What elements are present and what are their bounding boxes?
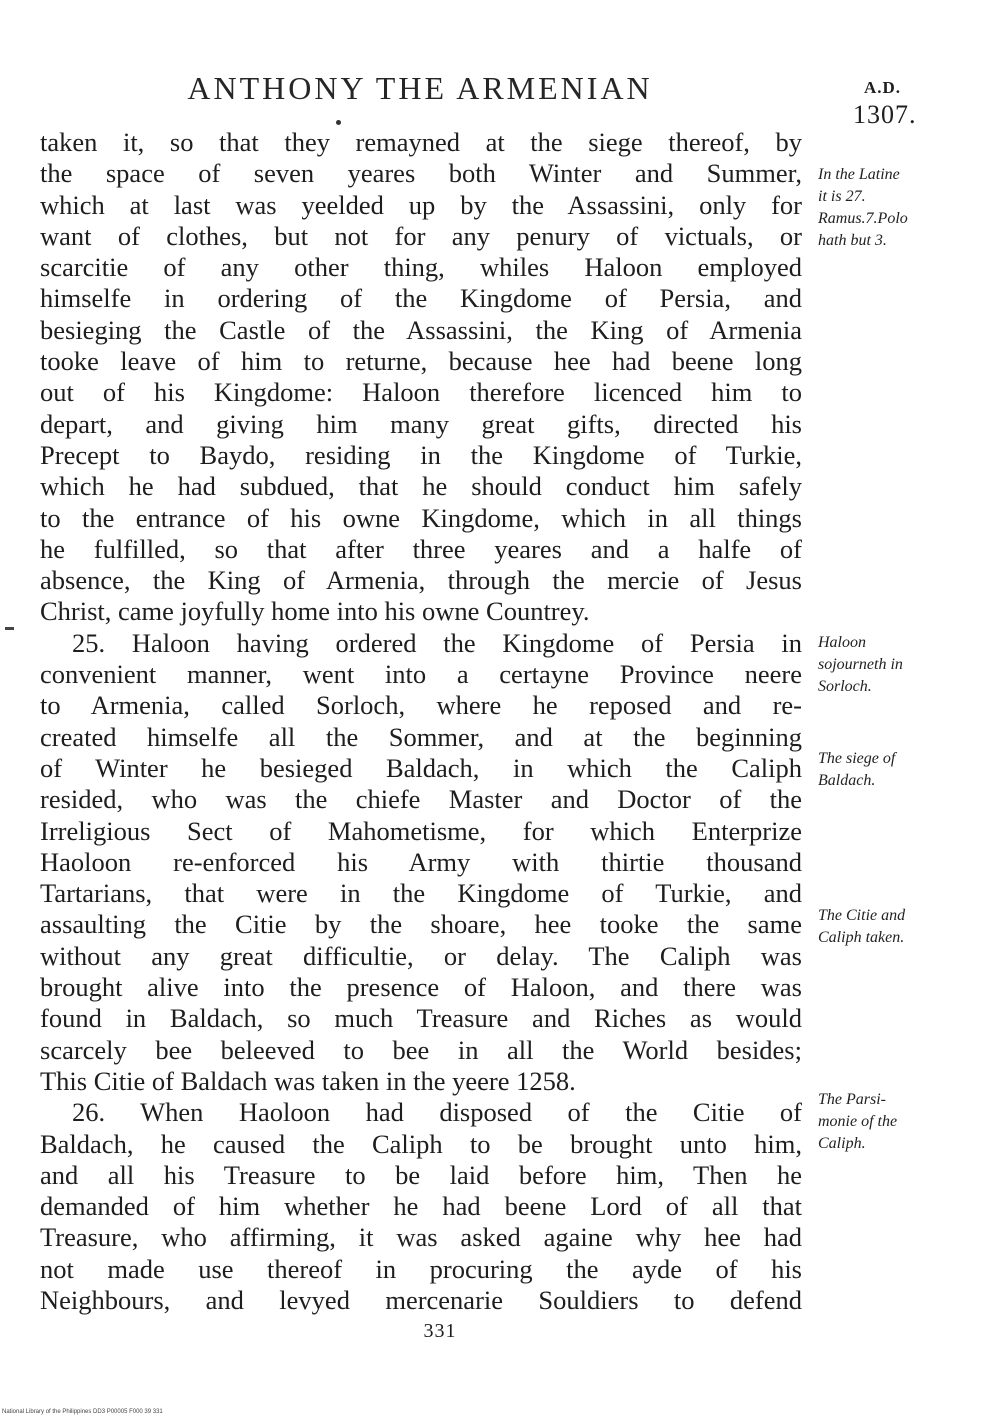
- text-line: assaulting the Citie by the shoare, hee tooke the same: [40, 909, 802, 940]
- margin-note-line: In the Latine: [818, 166, 900, 183]
- margin-note-line: Ramus.7.Polo: [818, 210, 908, 227]
- margin-note-line: The siege of: [818, 750, 896, 767]
- margin-note-line: The Parsi-: [818, 1091, 886, 1108]
- text-line: Christ, came joyfully home into his owne Countrey.: [40, 596, 590, 627]
- text-line: absence, the King of Armenia, through the mercie of Jesus: [40, 565, 802, 596]
- text-line: depart, and giving him many great gifts, directed his: [40, 408, 802, 439]
- margin-note-citie-taken: [818, 905, 983, 949]
- text-line: which he had subdued, that he should conduct him safely: [40, 471, 802, 502]
- text-line: This Citie of Baldach was taken in the yeere 1258.: [40, 1065, 576, 1096]
- text-line: want of clothes, but not for any penury of victuals, or: [40, 220, 802, 251]
- margin-note-siege: [818, 748, 983, 792]
- scan-credit: National Library of the Philippines DD3 P00005 F000 39 331: [2, 1409, 163, 1415]
- text-line: besieging the Castle of the Assassini, the King of Armenia: [40, 314, 802, 345]
- text-line: Precept to Baydo, residing in the Kingdome of Turkie,: [40, 439, 802, 470]
- text-line: the space of seven yeares both Winter and Summer,: [40, 158, 802, 189]
- text-line: not made use thereof in procuring the ayde of his: [40, 1253, 802, 1284]
- text-line: scarcitie of any other thing, whiles Haloon employed: [40, 252, 802, 283]
- margin-note-line: Caliph.: [818, 1135, 866, 1152]
- body-text: [40, 127, 802, 1316]
- year-label: 1307.: [853, 100, 917, 129]
- text-line: brought alive into the presence of Haloon, and there was: [40, 972, 802, 1003]
- text-line: Tartarians, that were in the Kingdome of Turkie, and: [40, 878, 802, 909]
- margin-note-line: The Citie and: [818, 907, 906, 924]
- text-line: himselfe in ordering of the Kingdome of Persia, and: [40, 283, 802, 314]
- text-line: to the entrance of his owne Kingdome, which in all things: [40, 502, 802, 533]
- text-line: taken it, so that they remayned at the siege thereof, by: [40, 127, 802, 157]
- text-line: which at last was yeelded up by the Assassini, only for: [40, 189, 802, 220]
- text-line: he fulfilled, so that after three yeares and a halfe of: [40, 533, 802, 564]
- text-line: and all his Treasure to be laid before him, Then he: [40, 1159, 802, 1190]
- text-line: convenient manner, went into a certayne Province neere: [40, 659, 802, 690]
- margin-note-line: monie of the: [818, 1113, 898, 1130]
- paragraph-26-start: 26. When Haoloon had disposed of the Citie of: [72, 1097, 802, 1128]
- margin-note-line: Caliph taken.: [818, 929, 905, 946]
- text-line: demanded of him whether he had beene Lord of all that: [40, 1191, 802, 1222]
- margin-note-parsimonie: [818, 1089, 983, 1155]
- margin-note-line: it is 27.: [818, 188, 866, 205]
- margin-note-sorloch: [818, 632, 983, 698]
- margin-note-line: sojourneth in: [818, 656, 903, 673]
- text-line: resided, who was the chiefe Master and Doctor of the: [40, 784, 802, 815]
- page-number: 331: [423, 1320, 457, 1342]
- text-line: scarcely bee beleeved to bee in all the World besides;: [40, 1034, 802, 1065]
- margin-note-line: Sorloch.: [818, 678, 872, 695]
- text-line: of Winter he besieged Baldach, in which the Caliph: [40, 752, 802, 783]
- text-line: Irreligious Sect of Mahometisme, for which Enterprize: [40, 815, 802, 846]
- paragraph-25-start: 25. Haloon having ordered the Kingdome of Persia in: [72, 627, 802, 658]
- text-line: to Armenia, called Sorloch, where he reposed and re-: [40, 690, 802, 721]
- text-line: tooke leave of him to returne, because hee had beene long: [40, 346, 802, 377]
- text-line: found in Baldach, so much Treasure and Riches as would: [40, 1003, 802, 1034]
- text-line: without any great difficultie, or delay. The Caliph was: [40, 940, 802, 971]
- margin-note-line: hath but 3.: [818, 232, 887, 249]
- text-line: Baldach, he caused the Caliph to be brought unto him,: [40, 1128, 802, 1159]
- text-line: Haoloon re-enforced his Army with thirtie thousand: [40, 846, 802, 877]
- era-label: A.D.: [864, 78, 902, 97]
- margin-note-line: Baldach.: [818, 772, 876, 789]
- ink-dot: [336, 120, 341, 125]
- margin-note-line: Haloon: [818, 634, 866, 651]
- running-head-title: ANTHONY THE ARMENIAN: [187, 70, 653, 106]
- text-line: Neighbours, and levyed mercenarie Souldiers to defend: [40, 1284, 802, 1315]
- margin-note-latine: [818, 164, 983, 252]
- text-line: out of his Kingdome: Haloon therefore licenced him to: [40, 377, 802, 408]
- text-line: Treasure, who affirming, it was asked againe why hee had: [40, 1222, 802, 1253]
- text-line: created himselfe all the Sommer, and at the beginning: [40, 721, 802, 752]
- margin-dash-mark: [5, 627, 14, 630]
